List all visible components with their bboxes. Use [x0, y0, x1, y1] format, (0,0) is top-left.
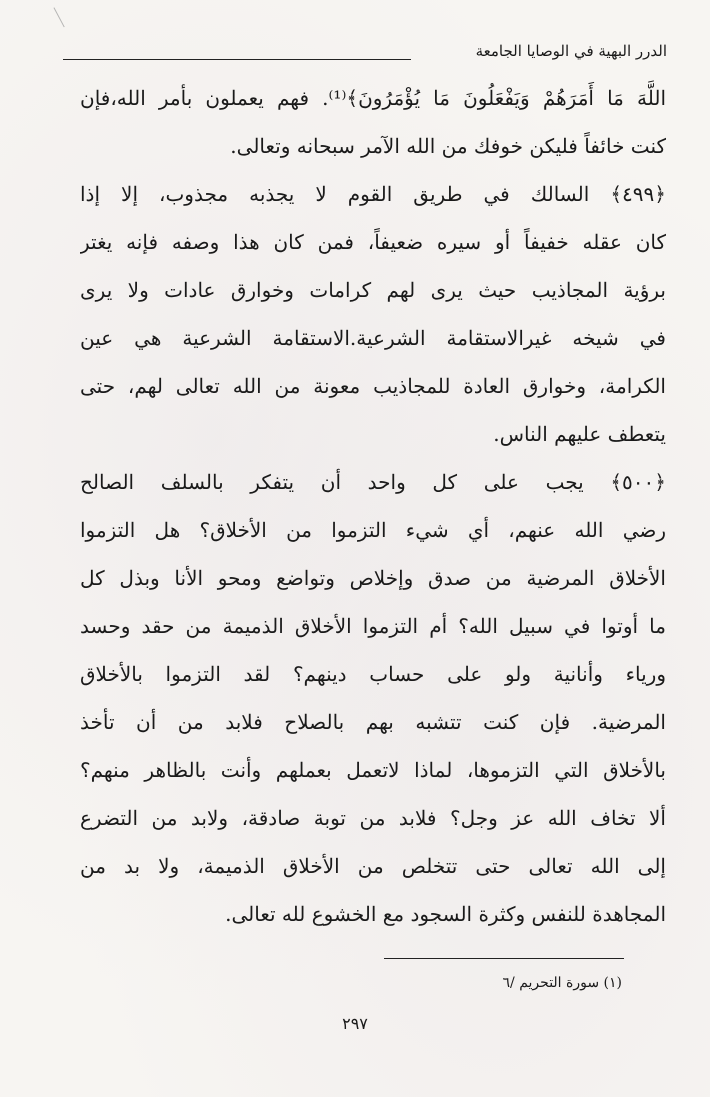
text-line: كنت خائفاً فليكن خوفك من الله الآمر سبحانه وتعالى. — [230, 134, 666, 158]
text-line: رضي الله عنهم، أي شيء التزموا من الأخلاق؟ هل التزموا — [80, 518, 666, 542]
text-line: الأخلاق المرضية من صدق وإخلاص وتواضع ومحو الأنا وبذل كل — [80, 566, 666, 590]
text-line: ﴿٥٠٠﴾ يجب على كل واحد أن يتفكر بالسلف الصالح — [80, 470, 666, 494]
text-line: اللَّهَ مَا أَمَرَهُمْ وَيَفْعَلُونَ مَا يُؤْمَرُونَ﴾⁽¹⁾. فهم يعملون بأمر الله،فإن — [80, 86, 666, 110]
text-line: برؤية المجاذيب حيث يرى لهم كرامات وخوارق عادات ولا يرى — [80, 278, 666, 302]
text-line: كان عقله خفيفاً أو سيره ضعيفاً، فمن كان هذا وصفه فإنه يغتر — [80, 230, 666, 254]
text-line: المرضية. فإن كنت تتشبه بهم بالصلاح فلابد من أن تأخذ — [80, 710, 666, 734]
footnote-rule — [384, 958, 624, 959]
header-rule — [63, 59, 411, 60]
body-text — [80, 74, 666, 938]
header-title: الدرر البهية في الوصايا الجامعة — [475, 42, 667, 60]
footnote: (١) سورة التحريم /٦ — [502, 975, 622, 991]
text-line: يتعطف عليهم الناس. — [493, 422, 666, 446]
text-line: بالأخلاق التي التزموها، لماذا لاتعمل بعملهم وأنت بالظاهر منهم؟ — [80, 758, 666, 782]
text-line: إلى الله تعالى حتى تتخلص من الأخلاق الذميمة، ولا بد من — [80, 854, 666, 878]
page-number: ٢٩٧ — [342, 1014, 368, 1033]
text-line: ورياء وأنانية ولو على حساب دينهم؟ لقد التزموا بالأخلاق — [80, 662, 666, 686]
text-line: ما أوتوا في سبيل الله؟ أم التزموا الأخلاق الذميمة من حقد وحسد — [80, 614, 666, 638]
corner-pen-mark — [53, 3, 73, 28]
text-line: المجاهدة للنفس وكثرة السجود مع الخشوع لله تعالى. — [225, 902, 666, 926]
running-header — [63, 42, 667, 68]
text-line: في شيخه غيرالاستقامة الشرعية.الاستقامة الشرعية هي عين — [80, 326, 666, 350]
text-line: الكرامة، وخوارق العادة للمجاذيب معونة من الله تعالى لهم، حتى — [80, 374, 666, 398]
text-line: ﴿٤٩٩﴾ السالك في طريق القوم لا يجذبه مجذوب، إلا إذا — [80, 182, 666, 206]
text-line: ألا تخاف الله عز وجل؟ فلابد من توبة صادقة، ولابد من التضرع — [80, 806, 666, 830]
